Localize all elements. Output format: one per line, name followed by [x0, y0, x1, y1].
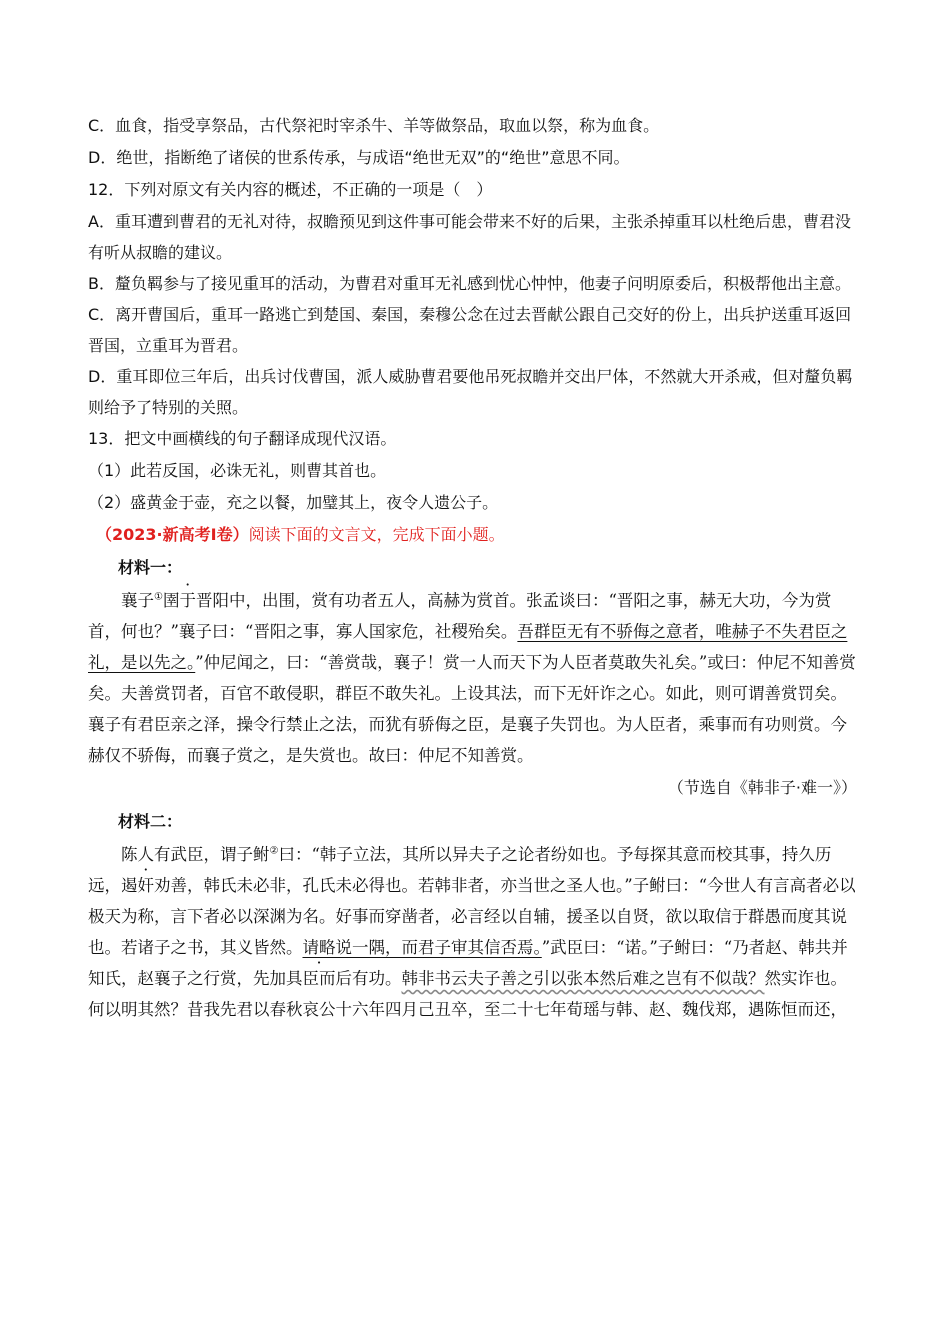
question-13-stem: 13．把文中画横线的句子翻译成现代汉语。 [88, 429, 397, 448]
question-12-option-a: A．重耳遭到曹君的无礼对待，叔瞻预见到这件事可能会带来不好的后果，主张杀掉重耳以杜绝后患，曹君没有听从叔瞻的建议。 [88, 212, 851, 262]
question-12-option-d: D．重耳即位三年后，出兵讨伐曹国，派人威胁曹君要他吊死叔瞻并交出尸体，不然就大开杀戒，但对釐负羁则给予了特别的关照。 [88, 367, 853, 417]
underlined-sentence-2: 请略说一隅，而君子审其信否焉。 [302, 938, 542, 957]
material-1-text: 襄子①圉于晋阳中，出围，赏有功者五人，高赫为赏首。张孟谈曰：“晋阳之事，赫无大功，今为赏首，何也？”襄子曰：“晋阳之事，寡人国家危，社稷殆矣。吾群臣无有不骄侮之意者，唯赫子不失君臣之礼，是以先之。”仲尼闻之，曰：“善赏哉，襄子！赏一人而天下为人臣者莫敢失礼矣。”或曰：仲尼不知善赏矣。夫善赏罚者，百官不敢侵职，群臣不敢失礼。上设其法，而下无奸诈之心。如此，则可谓善赏罚矣。襄子有君臣亲之泽，操令行禁止之法，而犹有骄侮之臣，是襄子失罚也。为人臣者，乘事而有功则赏。今赫仅不骄侮，而襄子赏之，是失赏也。故曰：仲尼不知善赏。 [88, 591, 856, 765]
passage-instruction: 阅读下面的文言文，完成下面小题。 [248, 525, 505, 544]
emphasis-dot-char: 圉 [162, 591, 180, 610]
question-13-sentence-1: （1）此若反国，必诛无礼，则曹其首也。 [88, 461, 387, 480]
footnote-marker-1: ① [154, 591, 163, 603]
document-page [88, 110, 863, 1025]
emphasis-dot-char: 遏 [121, 876, 138, 895]
wavy-underlined-sentence: 韩非书云夫子善之引以张本然后难之岂有不似哉？ [401, 969, 765, 988]
question-12-option-b: B．釐负羁参与了接见重耳的活动，为曹君对重耳无礼感到忧心忡忡，他妻子问明原委后，积极帮他出主意。 [88, 274, 851, 293]
material-1-title: 材料一： [118, 558, 183, 577]
option-d-q11: D．绝世，指断绝了诸侯的世系传承，与成语“绝世无双”的“绝世”意思不同。 [88, 148, 630, 167]
question-13-sentence-2: （2）盛黄金于壶，充之以餐，加璧其上，夜令人遗公子。 [88, 493, 499, 512]
material-1-source: （节选自《韩非子·难一》） [667, 778, 857, 797]
option-c-q11: C．血食，指受享祭品，古代祭祀时宰杀牛、羊等做祭品，取血以祭，称为血食。 [88, 116, 660, 135]
emphasis-dot-chars: 具臣 [286, 969, 319, 988]
exam-source-label: （2023·新高考Ⅰ卷） [96, 525, 249, 544]
question-12-stem: 12．下列对原文有关内容的概述，不正确的一项是（ ） [88, 180, 493, 199]
footnote-marker-2: ② [269, 845, 279, 857]
passage-header [88, 519, 863, 551]
underlined-sentence-1: 吾群臣无有不骄侮之意者，唯赫子不失君臣之礼，是以先之。 [88, 622, 848, 672]
material-2-title: 材料二： [118, 812, 183, 831]
question-12-option-c: C．离开曹国后，重耳一路逃亡到楚国、秦国，秦穆公念在过去晋献公跟自己交好的份上，出兵护送重耳返回晋国，立重耳为晋君。 [88, 305, 852, 355]
material-2-text: 陈人有武臣，谓子鲋②曰：“韩子立法，其所以异夫子之论者纷如也。予每探其意而校其事，持久历远，遏奸劝善，韩氏未必非，孔氏未必得也。若韩非者，亦当世之圣人也。”子鲋曰：“今世人有言高者必以极天为称，言下者必以深渊为名。好事而穿凿者，必言经以自辅，援圣以自贤，欲以取信于群愚而度其说也。若诸子之书，其义皆然。请略说一隅，而君子审其信否焉。”武臣曰：“诺。”子鲋曰：“乃者赵、韩共并知氏，赵襄子之行赏，先加具臣而后有功。韩非书云夫子善之引以张本然后难之岂有不似哉？然实诈也。何以明其然？昔我先君以春秋哀公十六年四月己丑卒，至二十七年荀瑶与韩、赵、魏伐郑，遇陈恒而还， [88, 845, 856, 1019]
